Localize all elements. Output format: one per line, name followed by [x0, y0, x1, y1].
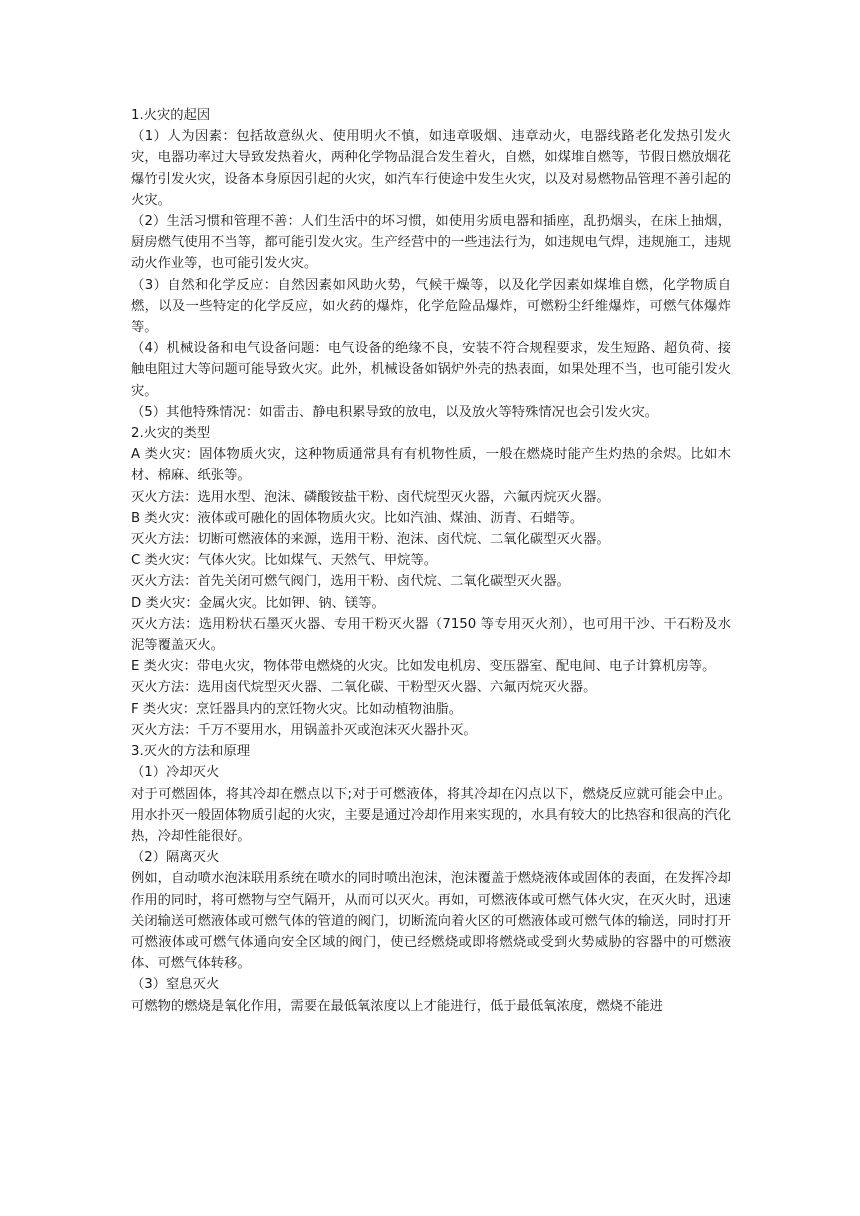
subheading-isolation: （2）隔离灭火 [131, 850, 220, 866]
paragraph-natural-chemical: （3）自然和化学反应：自然因素如风助火势，气候干燥等，以及化学因素如煤堆自燃，化学物质自燃，以及一些特定的化学反应，如火药的爆炸，化学危险品爆炸，可燃粉尘纤维爆炸，可燃气体爆炸等。 [131, 277, 731, 336]
paragraph-human-factors: （1）人为因素：包括故意纵火、使用明火不慎，如违章吸烟、违章动火，电器线路老化发热引发火灾，电器功率过大导致发热着火，两种化学物品混合发生着火，自燃，如煤堆自燃等，节假日燃放烟花爆竹引发火灾，设备本身原因引起的火灾，如汽车行使途中发生火灾，以及对易燃物品管理不善引起的火灾。 [131, 129, 731, 208]
paragraph-class-d-method: 灭火方法：选用粉状石墨灭火器、专用干粉灭火器（7150 等专用灭火剂），也可用干沙、干石粉及水泥等覆盖灭火。 [131, 616, 731, 654]
paragraph-class-c-method: 灭火方法：首先关闭可燃气阀门，选用干粉、卤代烷、二氧化碳型灭火器。 [131, 574, 570, 590]
paragraph-suffocation: 可燃物的燃烧是氧化作用，需要在最低氧浓度以上才能进行，低于最低氧浓度，燃烧不能进 [131, 998, 663, 1014]
paragraph-class-c: C 类火灾：气体火灾。比如煤气、天然气、甲烷等。 [131, 553, 438, 569]
paragraph-cooling: 对于可燃固体，将其冷却在燃点以下;对于可燃液体，将其冷却在闪点以下，燃烧反应就可能会中止。用水扑灭一般固体物质引起的火灾，主要是通过冷却作用来实现的，水具有较大的比热容和很高的汽化热，冷却性能很好。 [131, 786, 731, 844]
paragraph-habits-management: （2）生活习惯和管理不善：人们生活中的坏习惯，如使用劣质电器和插座，乱扔烟头，在床上抽烟，厨房燃气使用不当等，都可能引发火灾。生产经营中的一些违法行为，如违规电气焊，违规施工，违规动火作业等，也可能引发火灾。 [131, 214, 731, 272]
paragraph-equipment-issues: （4）机械设备和电气设备问题：电气设备的绝缘不良，安装不符合规程要求，发生短路、超负荷、接触电阻过大等问题可能导致火灾。此外，机械设备如锅炉外壳的热表面，如果处理不当，也可能引发火灾。 [131, 341, 731, 399]
heading-extinguishing-methods: 3.灭火的方法和原理 [131, 744, 251, 760]
paragraph-class-a-method: 灭火方法：选用水型、泡沫、磷酸铵盐干粉、卤代烷型灭火器，六氟丙烷灭火器。 [131, 489, 610, 505]
paragraph-class-f-method: 灭火方法：千万不要用水，用锅盖扑灭或泡沫灭火器扑灭。 [131, 722, 477, 738]
paragraph-class-f: F 类火灾：烹饪器具内的烹饪物火灾。比如动植物油脂。 [131, 701, 462, 717]
paragraph-class-b: B 类火灾：液体或可融化的固体物质火灾。比如汽油、煤油、沥青、石蜡等。 [131, 510, 584, 526]
paragraph-class-d: D 类火灾：金属火灾。比如钾、钠、镁等。 [131, 595, 385, 611]
paragraph-class-e: E 类火灾：带电火灾，物体带电燃烧的火灾。比如发电机房、变压器室、配电间、电子计算机房等。 [131, 659, 716, 675]
document-page [131, 105, 731, 1017]
subheading-cooling: （1）冷却灭火 [131, 765, 220, 781]
paragraph-special-cases: （5）其他特殊情况：如雷击、静电积累导致的放电，以及放火等特殊情况也会引发火灾。 [131, 404, 659, 420]
subheading-suffocation: （3）窒息灭火 [131, 977, 220, 993]
paragraph-isolation: 例如，自动喷水泡沫联用系统在喷水的同时喷出泡沫，泡沫覆盖于燃烧液体或固体的表面，在发挥冷却作用的同时，将可燃物与空气隔开，从而可以灭火。再如，可燃液体或可燃气体火灾，在灭火时，迅速关闭输送可燃液体或可燃气体的管道的阀门，切断流向着火区的可燃液体或可燃气体的输送，同时打开可燃液体或可燃气体通向安全区域的阀门，使已经燃烧或即将燃烧或受到火势威胁的容器中的可燃液体、可燃气体转移。 [131, 871, 731, 972]
paragraph-class-b-method: 灭火方法：切断可燃液体的来源，选用干粉、泡沫、卤代烷、二氧化碳型灭火器。 [131, 532, 610, 548]
heading-fire-causes: 1.火灾的起因 [131, 108, 211, 123]
heading-fire-types: 2.火灾的类型 [131, 426, 211, 442]
paragraph-class-a: A 类火灾：固体物质火灾，这种物质通常具有有机物性质，一般在燃烧时能产生灼热的余烬。比如木材、棉麻、纸张等。 [131, 447, 731, 484]
paragraph-class-e-method: 灭火方法：选用卤代烷型灭火器、二氧化碳、干粉型灭火器、六氟丙烷灭火器。 [131, 680, 597, 696]
